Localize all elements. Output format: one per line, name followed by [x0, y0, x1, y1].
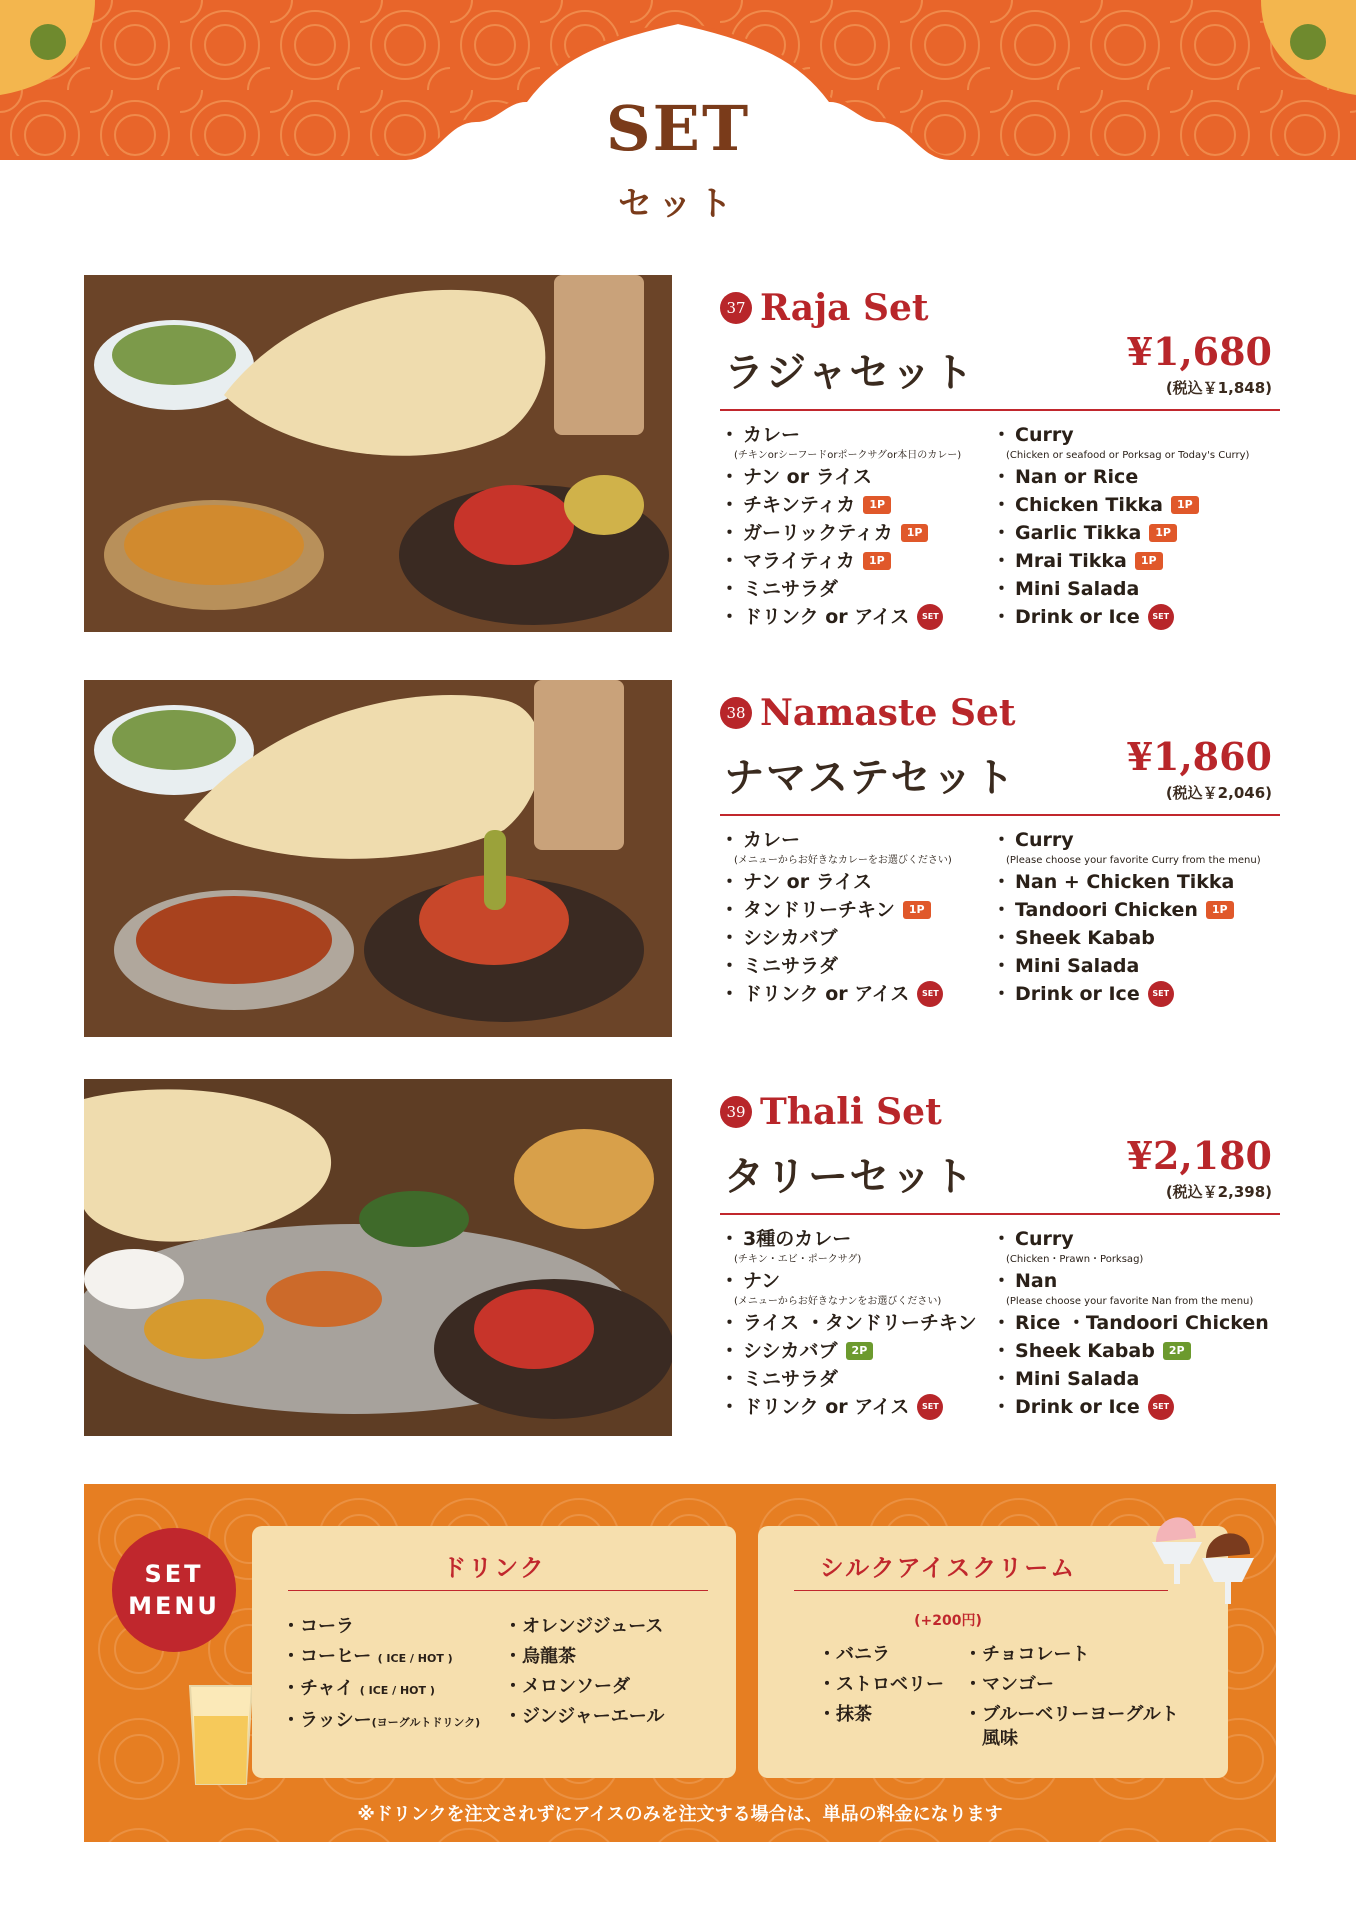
set-card-thali — [84, 1079, 1280, 1436]
list-item: ・チョコレート — [964, 1644, 1090, 1665]
page-title: SET — [605, 92, 751, 165]
list-item: ・ ミニサラダ — [720, 955, 838, 977]
item-note: (メニューからお好きなカレーをお選びください) — [734, 855, 952, 866]
set-number-badge: 38 — [720, 697, 752, 729]
divider — [720, 1213, 1280, 1215]
set-price-tax: (税込￥2,046) — [1165, 784, 1272, 802]
piece-badge: 1P — [1149, 524, 1177, 542]
list-item: ・ Tandoori Chicken 1P — [992, 896, 1292, 924]
list-item: ・ ドリンク or アイス SET — [720, 603, 1010, 631]
panel-footnote: ※ドリンクを注文されずにアイスのみを注文する場合は、単品の料金になります — [357, 1804, 1003, 1825]
list-item: ・コーヒー ( ICE / HOT ) — [282, 1646, 453, 1667]
items-jp — [720, 421, 1010, 631]
list-item: ・ラッシー(ヨーグルトドリンク) — [282, 1710, 481, 1731]
list-item: ・チャイ ( ICE / HOT ) — [282, 1678, 435, 1699]
list-item: ・ Nan + Chicken Tikka — [992, 871, 1235, 893]
list-item: 風味 — [964, 1728, 1018, 1749]
piece-badge: 1P — [863, 496, 891, 514]
list-item: ・コーラ — [282, 1616, 354, 1637]
set-price-tax: (税込￥1,848) — [1165, 379, 1272, 397]
list-item: ・ Nan — [992, 1270, 1058, 1292]
items-en — [992, 1225, 1292, 1421]
piece-badge: 1P — [863, 552, 891, 570]
divider — [288, 1590, 708, 1591]
piece-badge: 2P — [1163, 1342, 1191, 1360]
set-badge: SET — [917, 1394, 943, 1420]
piece-badge: 1P — [901, 524, 929, 542]
list-item: ・ Mini Salada — [992, 1368, 1140, 1390]
thali-set-photo — [84, 1079, 672, 1436]
list-item: ・ Mini Salada — [992, 955, 1140, 977]
item-note: (Please choose your favorite Curry from the menu) — [1006, 855, 1261, 866]
items-jp — [720, 826, 1010, 1008]
list-item: ・ ミニサラダ — [720, 1368, 838, 1390]
divider — [794, 1590, 1168, 1591]
list-item: ・ストロベリー — [818, 1674, 944, 1695]
item-note: (チキン・エビ・ポークサグ) — [734, 1254, 862, 1265]
icecream-icon — [1146, 1502, 1266, 1612]
set-badge: SET — [917, 604, 943, 630]
list-item: ・ カレー — [720, 424, 801, 446]
list-item: ・ Rice ・Tandoori Chicken — [992, 1312, 1269, 1334]
drink-box — [252, 1526, 736, 1778]
divider — [720, 814, 1280, 816]
list-item: ・抹茶 — [818, 1704, 872, 1725]
items-jp — [720, 1225, 1010, 1421]
list-item: ・ ライス ・タンドリーチキン — [720, 1312, 977, 1334]
namaste-set-photo — [84, 680, 672, 1037]
set-badge: SET — [1148, 981, 1174, 1007]
piece-badge: 1P — [1206, 901, 1234, 919]
list-item: ・ Drink or Ice SET — [992, 603, 1292, 631]
set-badge: SET — [1148, 1394, 1174, 1420]
list-item: ・ ガーリックティカ 1P — [720, 519, 1010, 547]
list-item: ・ Drink or Ice SET — [992, 980, 1292, 1008]
list-item: ・烏龍茶 — [504, 1646, 576, 1667]
list-item: ・マンゴー — [964, 1674, 1054, 1695]
namaste-set-info — [720, 680, 1280, 1037]
list-item: ・ Sheek Kabab 2P — [992, 1337, 1292, 1365]
icecream-title: シルクアイスクリーム — [819, 1554, 1077, 1582]
set-card-namaste — [84, 680, 1280, 1037]
item-note: (Please choose your favorite Nan from the menu) — [1006, 1296, 1254, 1307]
piece-badge: 1P — [903, 901, 931, 919]
drink-list-right — [504, 1612, 664, 1732]
set-price: ¥2,180 — [1126, 1133, 1272, 1178]
icecream-list-left — [818, 1640, 944, 1730]
drink-list-left — [282, 1612, 480, 1738]
list-item: ・ Curry — [992, 424, 1074, 446]
list-item: ・ Chicken Tikka 1P — [992, 491, 1292, 519]
piece-badge: 1P — [1171, 496, 1199, 514]
item-note: (Chicken or seafood or Porksag or Today's Curry) — [1006, 450, 1250, 461]
list-item: ・ ドリンク or アイス SET — [720, 1393, 1010, 1421]
piece-badge: 2P — [846, 1342, 874, 1360]
list-item: ・ 3種のカレー — [720, 1228, 852, 1250]
set-name-en: Raja Set — [760, 287, 929, 329]
piece-badge: 1P — [1135, 552, 1163, 570]
list-item: ・ Nan or Rice — [992, 466, 1139, 488]
set-badge: SET — [1148, 604, 1174, 630]
list-item: ・ タンドリーチキン 1P — [720, 896, 1010, 924]
set-price: ¥1,680 — [1126, 329, 1272, 374]
set-name-jp: タリーセット — [724, 1154, 976, 1200]
set-price-tax: (税込￥2,398) — [1165, 1183, 1272, 1201]
set-name-en: Thali Set — [760, 1091, 942, 1133]
items-en — [992, 826, 1292, 1008]
icecream-list-right — [964, 1640, 1179, 1754]
list-item: ・ジンジャーエール — [504, 1706, 665, 1727]
set-name-en: Namaste Set — [760, 692, 1016, 734]
raja-set-info — [720, 275, 1280, 632]
list-item: ・ブルーベリーヨーグルト — [964, 1704, 1179, 1725]
item-note: (Chicken・Prawn・Porksag) — [1006, 1254, 1144, 1265]
set-number-badge: 39 — [720, 1096, 752, 1128]
set-name-jp: ラジャセット — [724, 350, 976, 396]
list-item: ・ Garlic Tikka 1P — [992, 519, 1292, 547]
thali-set-info — [720, 1079, 1280, 1436]
list-item: ・ マライティカ 1P — [720, 547, 1010, 575]
list-item: ・ ナン or ライス — [720, 871, 872, 893]
list-item: ・ Curry — [992, 1228, 1074, 1250]
list-item: ・ ドリンク or アイス SET — [720, 980, 1010, 1008]
raja-set-photo — [84, 275, 672, 632]
set-number-badge: 37 — [720, 292, 752, 324]
list-item: ・ Sheek Kabab — [992, 927, 1155, 949]
list-item: ・ ナン or ライス — [720, 466, 872, 488]
list-item: ・ シシカバブ 2P — [720, 1337, 1010, 1365]
list-item: ・ チキンティカ 1P — [720, 491, 1010, 519]
list-item: ・ Drink or Ice SET — [992, 1393, 1292, 1421]
set-card-raja — [84, 275, 1280, 632]
list-item: ・オレンジジュース — [504, 1616, 664, 1637]
set-badge: SET — [917, 981, 943, 1007]
items-en — [992, 421, 1292, 631]
lassi-glass-icon — [184, 1680, 258, 1790]
set-menu-panel — [84, 1484, 1276, 1842]
item-note: (チキンorシーフードorポークサグor本日のカレー) — [734, 450, 962, 461]
list-item: ・ Mrai Tikka 1P — [992, 547, 1292, 575]
list-item: ・バニラ — [818, 1644, 890, 1665]
list-item: ・ ナン — [720, 1270, 781, 1292]
set-name-jp: ナマステセット — [724, 755, 1017, 801]
list-item: ・ カレー — [720, 829, 801, 851]
page-subtitle: セット — [618, 184, 738, 224]
item-note: (メニューからお好きなナンをお選びください) — [734, 1296, 942, 1307]
set-price: ¥1,860 — [1126, 734, 1272, 779]
list-item: ・メロンソーダ — [504, 1676, 630, 1697]
icecream-price: (+200円) — [914, 1613, 982, 1629]
set-menu-badge: SET MENU — [112, 1528, 236, 1652]
list-item: ・ ミニサラダ — [720, 578, 838, 600]
list-item: ・ Curry — [992, 829, 1074, 851]
list-item: ・ シシカバブ — [720, 927, 838, 949]
list-item: ・ Mini Salada — [992, 578, 1140, 600]
divider — [720, 409, 1280, 411]
drink-title: ドリンク — [442, 1554, 546, 1582]
